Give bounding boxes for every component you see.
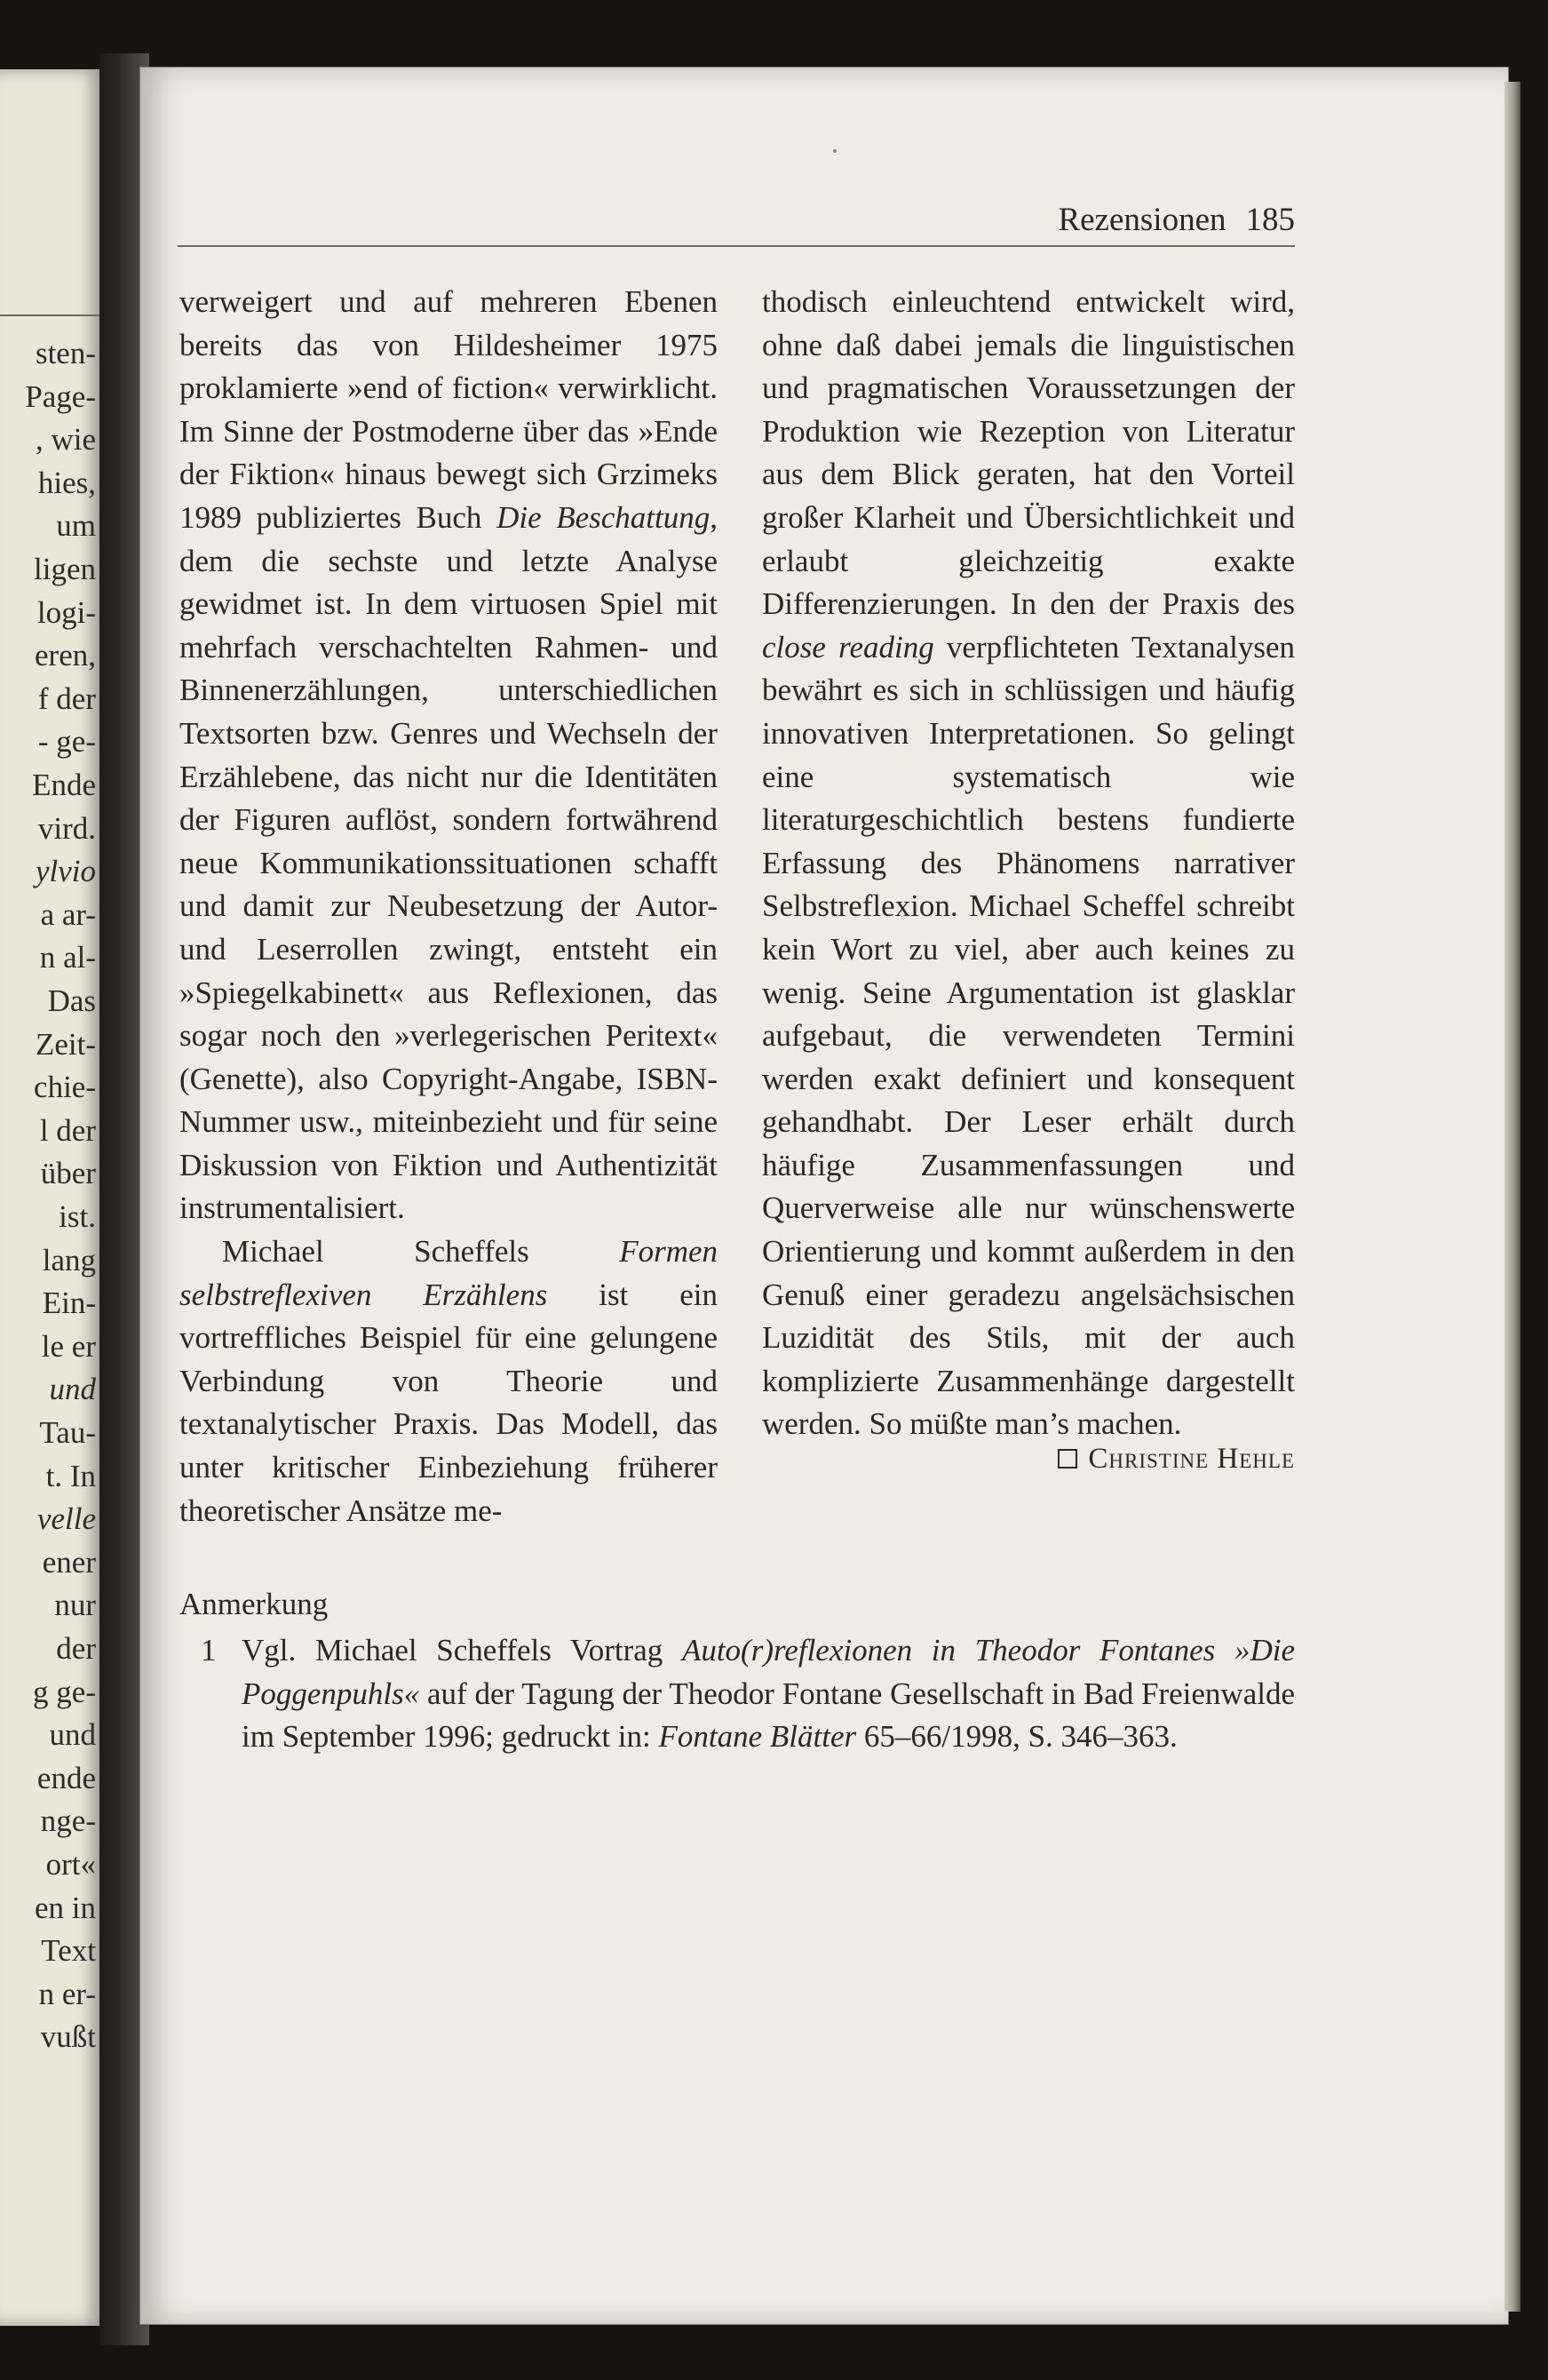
previous-page-line: Ein- bbox=[42, 1286, 96, 1321]
previous-page-line: Zeit- bbox=[35, 1026, 96, 1062]
page-number: 185 bbox=[1245, 202, 1295, 238]
previous-page-line: über bbox=[40, 1156, 96, 1191]
previous-page-line: Tau- bbox=[39, 1415, 96, 1450]
body-text: verweigert und auf mehreren Ebenen bereits das von Hildesheimer 1975 proklamierte »end of fiction« verwirklicht. Im Sinne der Postmoderne über das »Ende der Fiktion« hinaus bewegt sich Grzimeks 1989 publiziertes Buch bbox=[179, 284, 718, 535]
previous-page-line: sten- bbox=[35, 336, 96, 370]
page-edge bbox=[1504, 82, 1520, 2312]
notes-heading: Anmerkung bbox=[179, 1587, 329, 1621]
previous-page-line: und bbox=[49, 1372, 96, 1407]
previous-page-line: Text bbox=[41, 1933, 96, 1969]
author-name: Christine Hehle bbox=[1088, 1443, 1295, 1475]
previous-page-line: und bbox=[49, 1717, 96, 1753]
previous-page-line: f der bbox=[37, 681, 96, 716]
previous-page-line: der bbox=[56, 1631, 96, 1666]
previous-page-line: en in bbox=[34, 1890, 96, 1925]
previous-page-line: vird. bbox=[37, 810, 96, 846]
footnote-part: auf der Tagung der Theodor Fontane Gesellschaft in Bad Freienwalde im September 1996; gedruckt in: bbox=[242, 1676, 1295, 1754]
previous-page-line: eren, bbox=[35, 638, 96, 673]
previous-page-line: ligen bbox=[34, 552, 96, 586]
running-header bbox=[895, 201, 1295, 239]
previous-page bbox=[0, 69, 105, 2326]
previous-page-line: chie- bbox=[34, 1070, 96, 1105]
running-header-section: Rezensionen bbox=[1058, 202, 1226, 238]
previous-page-line: le er bbox=[41, 1328, 96, 1364]
footnote-number: 1 bbox=[201, 1633, 217, 1668]
book-title: Die Beschattung bbox=[496, 499, 710, 535]
previous-page-line: ener bbox=[42, 1544, 96, 1580]
previous-page-line: logi- bbox=[36, 594, 96, 630]
previous-page-header-rule bbox=[0, 314, 103, 316]
previous-page-line: n al- bbox=[39, 940, 96, 975]
previous-page-line: Ende bbox=[32, 768, 96, 802]
header-rule bbox=[178, 245, 1295, 247]
footnote-title: Auto(r)reflexionen in Theodor Fontanes »Die Poggenpuhls« bbox=[242, 1633, 1295, 1711]
footnote-text bbox=[242, 1629, 1295, 1759]
paragraph bbox=[762, 281, 1295, 1446]
previous-page-line: ist. bbox=[59, 1199, 96, 1234]
previous-page-line: um bbox=[56, 508, 96, 544]
footnote-part: Vgl. Michael Scheffels Vortrag bbox=[242, 1633, 682, 1668]
paper-speck bbox=[833, 149, 837, 153]
paragraph bbox=[179, 1230, 718, 1532]
previous-page-line: , wie bbox=[35, 422, 96, 458]
previous-page-line: nur bbox=[54, 1588, 96, 1623]
left-column bbox=[179, 281, 718, 1532]
previous-page-line: hies, bbox=[37, 465, 96, 500]
previous-page-line: ort« bbox=[45, 1847, 96, 1882]
body-text: Michael Scheffels bbox=[222, 1234, 620, 1270]
previous-page-line: a ar- bbox=[40, 896, 96, 932]
body-text: thodisch einleuchtend entwickelt wird, ohne daß dabei jemals die linguistischen und pragmatischen Voraussetzungen der Produktion wie Rezeption von Literatur aus dem Blick geraten, hat den Vorteil großer Klarheit und Übersichtlichkeit und erlaubt gleichzeitig exakte Differenzierungen. In den der Praxis des bbox=[762, 284, 1295, 622]
square-box-icon bbox=[1058, 1449, 1077, 1469]
right-column bbox=[762, 281, 1295, 1446]
previous-page-line: velle bbox=[36, 1501, 96, 1537]
previous-page-line: ende bbox=[36, 1760, 96, 1795]
previous-page-line: vußt bbox=[40, 2019, 96, 2055]
previous-page-line: nge- bbox=[40, 1803, 96, 1839]
term: close reading bbox=[762, 629, 934, 665]
body-text: verpflichteten Textanalysen bewährt es sich in schlüssigen und häufig innovativen Interpretationen. So gelingt eine systematisch wie literaturgeschichtlich bestens fundierte Erfassung des Phänomens narrativer Selbstreflexion. Michael Scheffel schreibt kein Wort zu viel, aber auch keines zu wenig. Seine Argumentation ist glasklar aufgebaut, die verwendeten Termini werden exakt definiert und konsequent gehandhabt. Der Leser erhält durch häufige Zusammenfassungen und Querverweise alle nur wünschenswerte Orientierung und kommt außerdem in den Genuß einer geradezu angelsächsischen Luzidität des Stils, mit der auch komplizierte Zusammenhänge dargestellt werden. So müßte man’s machen. bbox=[762, 629, 1296, 1442]
previous-page-line: l der bbox=[39, 1112, 96, 1148]
previous-page-line: - ge- bbox=[37, 724, 96, 760]
body-text: , dem die sechste und letzte Analyse gewidmet ist. In dem virtuosen Spiel mit mehrfach verschachtelten Rahmen- und Binnenerzählungen, unterschiedlichen Textsorten bzw. Genres und Wechseln der Erzählebene, das nicht nur die Identitäten der Figuren auflöst, sondern fortwährend neue Kommunikationssituationen schafft und damit zur Neubesetzung der Autor- und Leserrollen zwingt, entsteht ein »Spiegelkabinett« aus Reflexionen, das sogar noch den »verlegerischen Peritext« (Genette), also Copyright-Angabe, ISBN-Nummer usw., miteinbezieht und für seine Diskussion von Fiktion und Authentizität instrumentalisiert. bbox=[179, 499, 718, 1226]
previous-page-line: n er- bbox=[38, 1976, 96, 2011]
previous-page-line: ylvio bbox=[35, 854, 96, 889]
paragraph bbox=[179, 281, 718, 1230]
review-signature bbox=[897, 1443, 1295, 1476]
body-text: ist ein vortreffliches Beispiel für eine gelungene Verbindung von Theorie und textanalytischer Praxis. Das Modell, das unter kritischer Einbeziehung früherer theoretischer Ansätze me- bbox=[179, 1277, 718, 1528]
footnote-title: Fontane Blätter bbox=[658, 1719, 857, 1754]
previous-page-line: lang bbox=[42, 1242, 96, 1278]
previous-page-line: t. In bbox=[45, 1458, 96, 1493]
book-title: Formen selbstreflexiven Erzählens bbox=[179, 1234, 718, 1312]
footnote-part: 65–66/1998, S. 346–363. bbox=[856, 1719, 1178, 1754]
previous-page-line: Page- bbox=[25, 378, 96, 414]
previous-page-line: g ge- bbox=[33, 1674, 96, 1709]
footnote bbox=[179, 1629, 1295, 1759]
previous-page-line: Das bbox=[47, 983, 96, 1018]
